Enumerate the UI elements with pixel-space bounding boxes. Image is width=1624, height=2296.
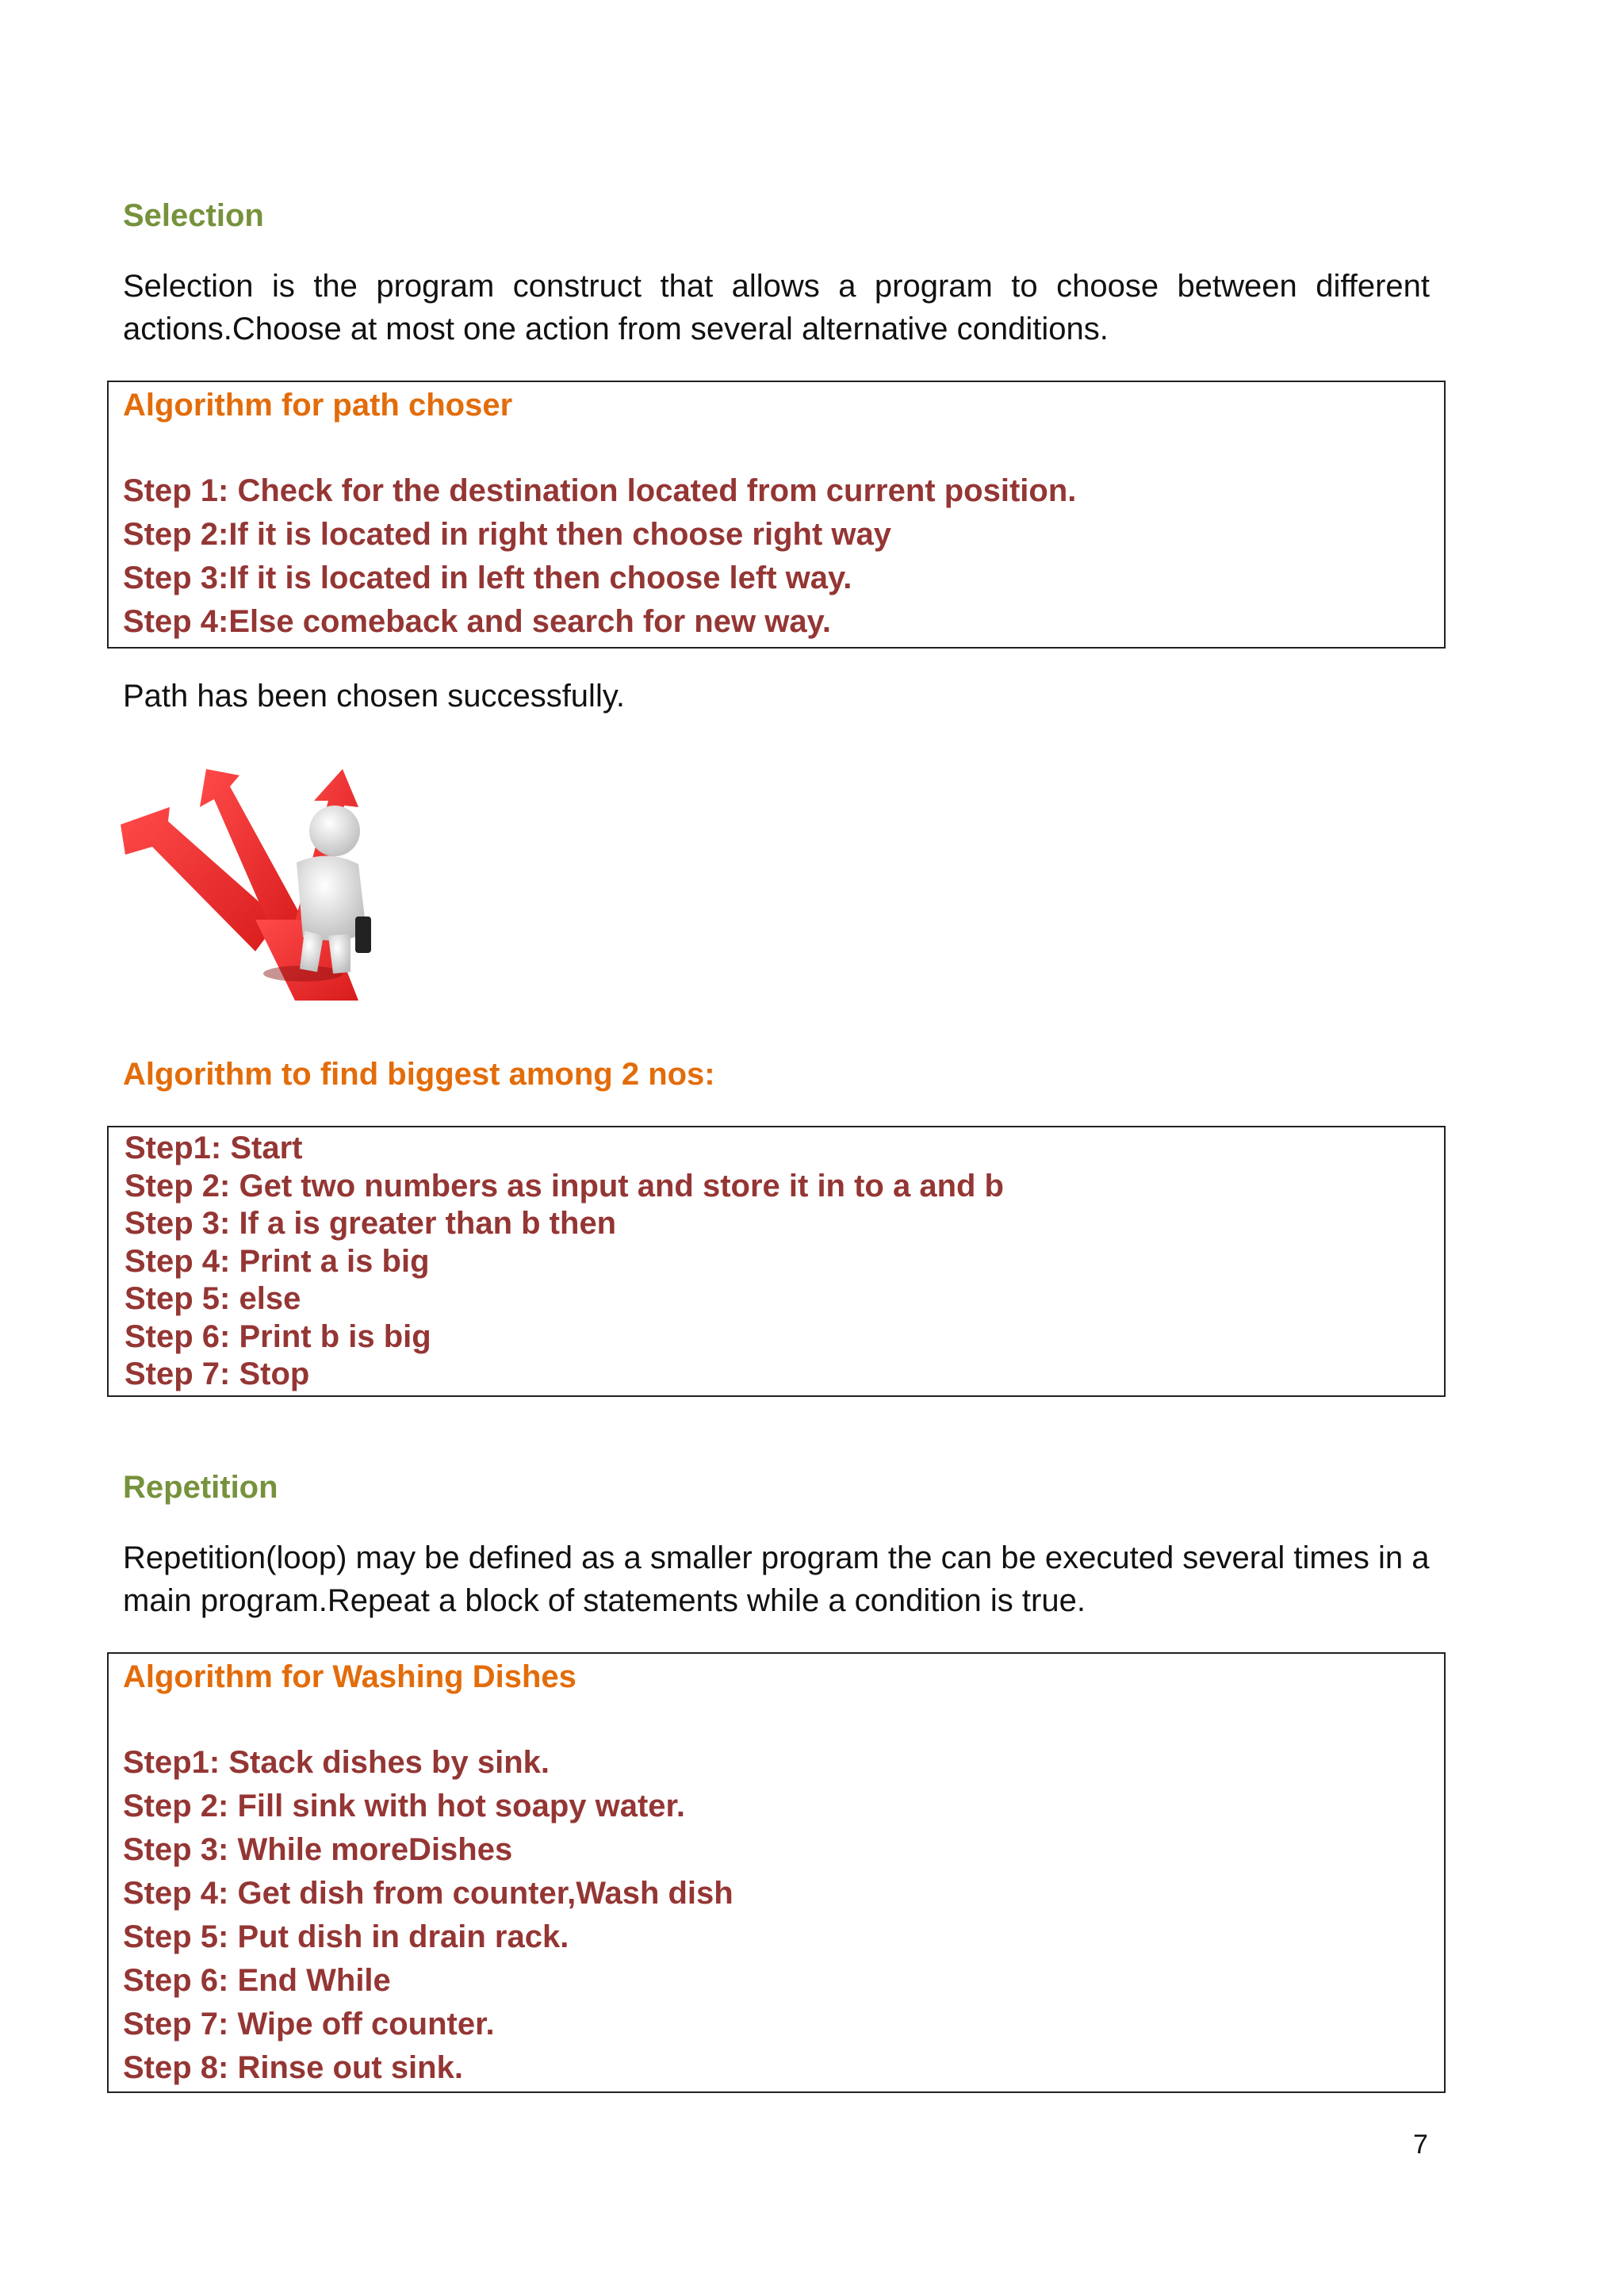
step-line: Step 4:Else comeback and search for new way. — [123, 604, 831, 639]
step-line: Step 1: Check for the destination located from current position. — [123, 473, 1077, 508]
step-line: Step 8: Rinse out sink. — [123, 2050, 463, 2085]
step-line: Step 3:If it is located in left then choose left way. — [123, 561, 852, 595]
washing-algorithm-title: Algorithm for Washing Dishes — [123, 1659, 576, 1694]
biggest-algorithm-steps — [124, 1127, 1444, 1394]
washing-algorithm-box — [107, 1652, 1446, 2093]
step-line: Step 6: Print b is big — [124, 1318, 431, 1354]
step-line: Step 5: Put dish in drain rack. — [123, 1919, 569, 1954]
page-number: 7 — [1413, 2130, 1428, 2160]
step-line: Step1: Start — [124, 1131, 303, 1165]
step-line: Step 5: else — [124, 1281, 301, 1316]
step-line: Step 7: Stop — [124, 1357, 310, 1391]
path-result-text: Path has been chosen successfully. — [123, 679, 625, 714]
path-algorithm-steps — [123, 469, 1076, 644]
step-line: Step 4: Print a is big — [124, 1243, 430, 1279]
step-line: Step 6: End While — [123, 1963, 391, 1998]
repetition-paragraph: Repetition(loop) may be defined as a smaller program the can be executed several times in a main program.Repeat a block of statements while a condition is true. — [123, 1540, 1430, 1618]
path-algorithm-box — [107, 381, 1446, 649]
biggest-algorithm-box — [107, 1126, 1446, 1397]
selection-paragraph: Selection is the program construct that allows a program to choose between different actions.Choose at most one action from several alternative conditions. — [123, 269, 1430, 346]
step-line: Step 2: Fill sink with hot soapy water. — [123, 1789, 686, 1823]
step-line: Step 7: Wipe off counter. — [123, 2007, 495, 2042]
path-algorithm-title: Algorithm for path choser — [123, 388, 513, 423]
step-line: Step 4: Get dish from counter,Wash dish — [123, 1876, 733, 1911]
washing-algorithm-steps — [123, 1741, 733, 2090]
biggest-algorithm-title: Algorithm to find biggest among 2 nos: — [123, 1057, 715, 1092]
person-at-fork-arrows-icon — [121, 761, 408, 1001]
repetition-heading: Repetition — [123, 1470, 278, 1505]
step-line: Step 3: If a is greater than b then — [124, 1206, 617, 1241]
step-line: Step 2: Get two numbers as input and store it in to a and b — [124, 1168, 1004, 1203]
step-line: Step 2:If it is located in right then choose right way — [123, 517, 892, 552]
step-line: Step 3: While moreDishes — [123, 1832, 513, 1867]
selection-heading: Selection — [123, 198, 264, 233]
step-line: Step1: Stack dishes by sink. — [123, 1745, 550, 1780]
